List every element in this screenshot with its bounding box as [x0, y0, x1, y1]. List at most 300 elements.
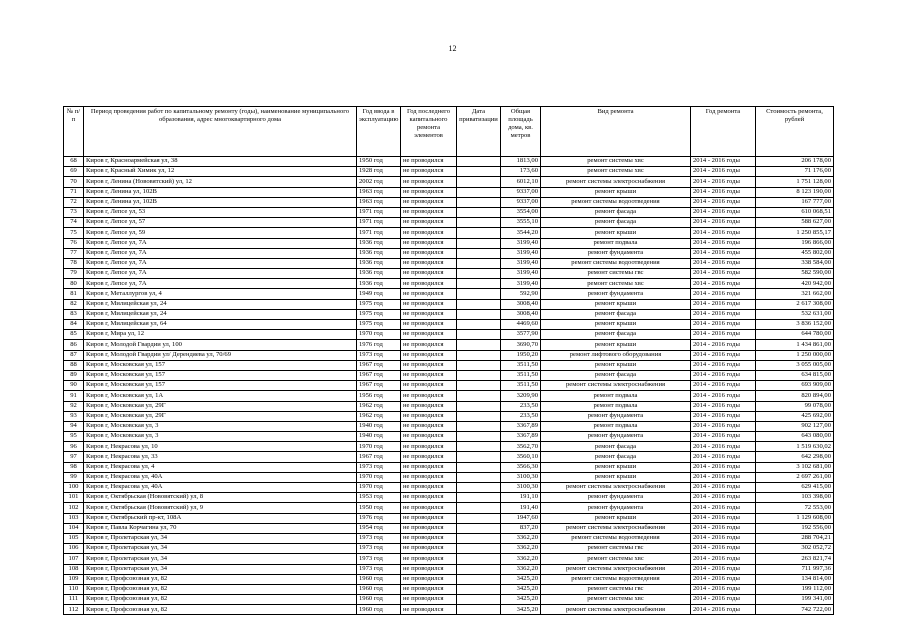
- row-cost: 72 553,00: [756, 503, 834, 513]
- row-address: Киров г, Лепсе ул, 7А: [84, 238, 357, 248]
- row-privatization-date: [457, 432, 501, 442]
- row-address: Киров г, Пролетарская ул, 34: [84, 533, 357, 543]
- row-address: Киров г, Лепсе ул, 7А: [84, 269, 357, 279]
- row-last-repair: не проводился: [401, 584, 457, 594]
- row-address: Киров г, Лепсе ул, 59: [84, 228, 357, 238]
- row-commissioned-year: 1960 год: [357, 595, 401, 605]
- row-last-repair: не проводился: [401, 472, 457, 482]
- row-address: Киров г, Московская ул, 1А: [84, 391, 357, 401]
- row-area: 3562,70: [501, 442, 541, 452]
- row-number: 106: [64, 544, 84, 554]
- row-commissioned-year: 1971 год: [357, 207, 401, 217]
- table-row: [64, 309, 834, 319]
- row-number: 73: [64, 207, 84, 217]
- row-number: 110: [64, 584, 84, 594]
- row-commissioned-year: 1975 год: [357, 309, 401, 319]
- row-address: Киров г, Милицейская ул, 64: [84, 320, 357, 330]
- row-commissioned-year: 1956 год: [357, 391, 401, 401]
- row-commissioned-year: 1962 год: [357, 411, 401, 421]
- row-repair-type: ремонт системы гвс: [541, 544, 691, 554]
- row-last-repair: не проводился: [401, 289, 457, 299]
- table-row: [64, 584, 834, 594]
- row-address: Киров г, Ленина ул, 102В: [84, 197, 357, 207]
- row-last-repair: не проводился: [401, 248, 457, 258]
- row-last-repair: не проводился: [401, 207, 457, 217]
- row-repair-type: ремонт фундамента: [541, 248, 691, 258]
- row-repair-period: 2014 - 2016 годы: [691, 157, 756, 167]
- row-repair-type: ремонт системы хвс: [541, 157, 691, 167]
- row-commissioned-year: 1967 год: [357, 452, 401, 462]
- row-repair-period: 2014 - 2016 годы: [691, 493, 756, 503]
- row-area: 3209,90: [501, 391, 541, 401]
- row-privatization-date: [457, 157, 501, 167]
- row-repair-type: ремонт подвала: [541, 421, 691, 431]
- row-address: Киров г, Некрасова ул, 10: [84, 442, 357, 452]
- row-cost: 103 398,00: [756, 493, 834, 503]
- row-privatization-date: [457, 258, 501, 268]
- row-cost: 2 697 261,00: [756, 472, 834, 482]
- row-area: 3544,20: [501, 228, 541, 238]
- row-repair-type: ремонт подвала: [541, 401, 691, 411]
- table-row: [64, 533, 834, 543]
- row-address: Киров г, Октябрьская (Нововятский) ул, 9: [84, 503, 357, 513]
- row-repair-type: ремонт фасада: [541, 452, 691, 462]
- row-area: 3100,30: [501, 483, 541, 493]
- row-area: 3362,20: [501, 533, 541, 543]
- row-privatization-date: [457, 381, 501, 391]
- header-area: Общая площадь дома, кв. метров: [501, 107, 541, 157]
- row-last-repair: не проводился: [401, 503, 457, 513]
- row-address: Киров г, Московская ул, 157: [84, 381, 357, 391]
- table-row: [64, 401, 834, 411]
- row-cost: 2 617 308,00: [756, 299, 834, 309]
- row-repair-period: 2014 - 2016 годы: [691, 218, 756, 228]
- row-commissioned-year: 1973 год: [357, 554, 401, 564]
- row-repair-type: ремонт фундамента: [541, 289, 691, 299]
- table-row: [64, 564, 834, 574]
- row-number: 89: [64, 370, 84, 380]
- row-repair-period: 2014 - 2016 годы: [691, 462, 756, 472]
- row-commissioned-year: 1967 год: [357, 360, 401, 370]
- table-row: [64, 330, 834, 340]
- row-repair-period: 2014 - 2016 годы: [691, 167, 756, 177]
- row-privatization-date: [457, 360, 501, 370]
- row-cost: 420 942,00: [756, 279, 834, 289]
- row-commissioned-year: 1971 год: [357, 228, 401, 238]
- row-commissioned-year: 1963 год: [357, 187, 401, 197]
- row-address: Киров г, Профсоюзная ул, 82: [84, 595, 357, 605]
- row-repair-type: ремонт системы электроснабжения: [541, 605, 691, 615]
- row-area: 3554,00: [501, 207, 541, 217]
- row-address: Киров г, Ленина ул, 102В: [84, 187, 357, 197]
- table-header: [64, 107, 834, 157]
- table-row: [64, 411, 834, 421]
- row-commissioned-year: 1976 год: [357, 513, 401, 523]
- row-area: 3100,30: [501, 472, 541, 482]
- row-last-repair: не проводился: [401, 299, 457, 309]
- row-commissioned-year: 1973 год: [357, 564, 401, 574]
- row-commissioned-year: 1975 год: [357, 299, 401, 309]
- row-number: 69: [64, 167, 84, 177]
- row-repair-type: ремонт системы водоотведения: [541, 533, 691, 543]
- row-repair-type: ремонт фундамента: [541, 411, 691, 421]
- row-number: 78: [64, 258, 84, 268]
- row-repair-type: ремонт крыши: [541, 187, 691, 197]
- row-repair-period: 2014 - 2016 годы: [691, 584, 756, 594]
- row-area: 3425,20: [501, 595, 541, 605]
- table-row: [64, 360, 834, 370]
- row-area: 4469,60: [501, 320, 541, 330]
- row-area: 3511,50: [501, 381, 541, 391]
- row-repair-type: ремонт системы водоотведения: [541, 197, 691, 207]
- row-area: 173,60: [501, 167, 541, 177]
- row-repair-period: 2014 - 2016 годы: [691, 401, 756, 411]
- row-address: Киров г, Лепсе ул, 7А: [84, 279, 357, 289]
- row-area: 3362,20: [501, 544, 541, 554]
- row-repair-period: 2014 - 2016 годы: [691, 187, 756, 197]
- row-repair-type: ремонт подвала: [541, 391, 691, 401]
- row-privatization-date: [457, 187, 501, 197]
- table-row: [64, 544, 834, 554]
- row-last-repair: не проводился: [401, 595, 457, 605]
- row-last-repair: не проводился: [401, 197, 457, 207]
- row-area: 3367,89: [501, 421, 541, 431]
- row-number: 100: [64, 483, 84, 493]
- table-row: [64, 279, 834, 289]
- row-privatization-date: [457, 207, 501, 217]
- row-repair-period: 2014 - 2016 годы: [691, 289, 756, 299]
- row-repair-type: ремонт фасада: [541, 309, 691, 319]
- row-address: Киров г, Некрасова ул, 40А: [84, 472, 357, 482]
- table-row: [64, 605, 834, 615]
- row-repair-type: ремонт системы хвс: [541, 167, 691, 177]
- row-number: 70: [64, 177, 84, 187]
- row-commissioned-year: 1940 год: [357, 421, 401, 431]
- row-repair-period: 2014 - 2016 годы: [691, 381, 756, 391]
- row-cost: 192 556,00: [756, 523, 834, 533]
- header-address: Период проведения работ по капитальному ремонту (годы), наименование муниципального образования, адрес многоквартирного дома: [84, 107, 357, 157]
- row-area: 3555,10: [501, 218, 541, 228]
- row-commissioned-year: 1940 год: [357, 432, 401, 442]
- row-repair-type: ремонт фундамента: [541, 432, 691, 442]
- row-last-repair: не проводился: [401, 483, 457, 493]
- row-last-repair: не проводился: [401, 574, 457, 584]
- table-row: [64, 320, 834, 330]
- row-last-repair: не проводился: [401, 258, 457, 268]
- row-address: Киров г, Лепсе ул, 7А: [84, 258, 357, 268]
- row-address: Киров г, Металлургов ул, 4: [84, 289, 357, 299]
- row-last-repair: не проводился: [401, 360, 457, 370]
- table-row: [64, 391, 834, 401]
- row-area: 3362,20: [501, 554, 541, 564]
- row-privatization-date: [457, 177, 501, 187]
- row-number: 81: [64, 289, 84, 299]
- row-repair-period: 2014 - 2016 годы: [691, 197, 756, 207]
- row-repair-period: 2014 - 2016 годы: [691, 483, 756, 493]
- row-repair-type: ремонт фундамента: [541, 493, 691, 503]
- row-address: Киров г, Лепсе ул, 57: [84, 218, 357, 228]
- row-privatization-date: [457, 564, 501, 574]
- row-cost: 588 627,00: [756, 218, 834, 228]
- row-last-repair: не проводился: [401, 269, 457, 279]
- row-privatization-date: [457, 452, 501, 462]
- row-address: Киров г, Мира ул, 12: [84, 330, 357, 340]
- row-cost: 1 129 608,00: [756, 513, 834, 523]
- row-number: 83: [64, 309, 84, 319]
- row-privatization-date: [457, 533, 501, 543]
- row-address: Киров г, Некрасова ул, 40А: [84, 483, 357, 493]
- row-area: 3577,90: [501, 330, 541, 340]
- row-address: Киров г, Павла Корчагина ул, 70: [84, 523, 357, 533]
- row-address: Киров г, Профсоюзная ул, 82: [84, 574, 357, 584]
- row-number: 104: [64, 523, 84, 533]
- row-privatization-date: [457, 544, 501, 554]
- row-privatization-date: [457, 523, 501, 533]
- row-repair-period: 2014 - 2016 годы: [691, 370, 756, 380]
- row-cost: 425 692,00: [756, 411, 834, 421]
- row-cost: 644 780,00: [756, 330, 834, 340]
- row-repair-period: 2014 - 2016 годы: [691, 533, 756, 543]
- table-row: [64, 299, 834, 309]
- row-area: 3362,20: [501, 564, 541, 574]
- row-last-repair: не проводился: [401, 157, 457, 167]
- row-repair-period: 2014 - 2016 годы: [691, 228, 756, 238]
- row-number: 79: [64, 269, 84, 279]
- row-privatization-date: [457, 370, 501, 380]
- row-privatization-date: [457, 401, 501, 411]
- row-address: Киров г, Профсоюзная ул, 82: [84, 605, 357, 615]
- row-last-repair: не проводился: [401, 452, 457, 462]
- row-last-repair: не проводился: [401, 370, 457, 380]
- table-row: [64, 554, 834, 564]
- row-repair-type: ремонт системы электроснабжения: [541, 483, 691, 493]
- row-privatization-date: [457, 493, 501, 503]
- row-repair-period: 2014 - 2016 годы: [691, 472, 756, 482]
- header-repair-type: Вид ремонта: [541, 107, 691, 157]
- row-repair-type: ремонт лифтового оборудования: [541, 350, 691, 360]
- row-number: 107: [64, 554, 84, 564]
- row-cost: 1 751 128,00: [756, 177, 834, 187]
- row-last-repair: не проводился: [401, 411, 457, 421]
- table-row: [64, 238, 834, 248]
- row-area: 3425,20: [501, 574, 541, 584]
- table-row: [64, 523, 834, 533]
- row-repair-type: ремонт крыши: [541, 228, 691, 238]
- row-address: Киров г, Красноармейская ул, 38: [84, 157, 357, 167]
- row-repair-type: ремонт крыши: [541, 462, 691, 472]
- row-last-repair: не проводился: [401, 493, 457, 503]
- row-cost: 1 519 630,02: [756, 442, 834, 452]
- row-repair-period: 2014 - 2016 годы: [691, 574, 756, 584]
- row-repair-period: 2014 - 2016 годы: [691, 350, 756, 360]
- row-number: 95: [64, 432, 84, 442]
- row-last-repair: не проводился: [401, 421, 457, 431]
- row-number: 108: [64, 564, 84, 574]
- row-last-repair: не проводился: [401, 462, 457, 472]
- row-commissioned-year: 1936 год: [357, 238, 401, 248]
- row-number: 86: [64, 340, 84, 350]
- row-repair-period: 2014 - 2016 годы: [691, 595, 756, 605]
- row-number: 111: [64, 595, 84, 605]
- row-repair-period: 2014 - 2016 годы: [691, 320, 756, 330]
- row-address: Киров г, Пролетарская ул, 34: [84, 544, 357, 554]
- row-last-repair: не проводился: [401, 340, 457, 350]
- row-cost: 321 662,00: [756, 289, 834, 299]
- row-cost: 196 866,00: [756, 238, 834, 248]
- row-area: 3425,20: [501, 584, 541, 594]
- row-area: 3690,70: [501, 340, 541, 350]
- row-number: 97: [64, 452, 84, 462]
- row-commissioned-year: 1973 год: [357, 462, 401, 472]
- row-privatization-date: [457, 289, 501, 299]
- row-cost: 642 298,00: [756, 452, 834, 462]
- table-row: [64, 442, 834, 452]
- row-area: 592,90: [501, 289, 541, 299]
- row-number: 68: [64, 157, 84, 167]
- table-body: [64, 157, 834, 615]
- table-row: [64, 350, 834, 360]
- row-address: Киров г, Молодой Гвардии ул/ Дерендяева ул, 70/69: [84, 350, 357, 360]
- row-cost: 610 068,51: [756, 207, 834, 217]
- row-repair-type: ремонт фасада: [541, 207, 691, 217]
- row-last-repair: не проводился: [401, 320, 457, 330]
- row-address: Киров г, Московская ул, 29Г: [84, 401, 357, 411]
- row-commissioned-year: 1963 год: [357, 197, 401, 207]
- row-repair-type: ремонт крыши: [541, 513, 691, 523]
- row-commissioned-year: 1928 год: [357, 167, 401, 177]
- row-area: 3199,40: [501, 238, 541, 248]
- row-commissioned-year: 1970 год: [357, 330, 401, 340]
- row-area: 6012,10: [501, 177, 541, 187]
- row-commissioned-year: 1960 год: [357, 574, 401, 584]
- row-number: 71: [64, 187, 84, 197]
- row-area: 3511,50: [501, 370, 541, 380]
- row-commissioned-year: 1970 год: [357, 472, 401, 482]
- row-address: Киров г, Октябрьский пр-кт, 108А: [84, 513, 357, 523]
- row-cost: 1 434 861,00: [756, 340, 834, 350]
- table-row: [64, 503, 834, 513]
- row-number: 109: [64, 574, 84, 584]
- row-address: Киров г, Лепсе ул, 53: [84, 207, 357, 217]
- row-repair-type: ремонт крыши: [541, 299, 691, 309]
- row-cost: 3 102 681,00: [756, 462, 834, 472]
- row-address: Киров г, Пролетарская ул, 34: [84, 554, 357, 564]
- row-commissioned-year: 1949 год: [357, 289, 401, 299]
- row-repair-period: 2014 - 2016 годы: [691, 605, 756, 615]
- row-cost: 582 590,00: [756, 269, 834, 279]
- header-cost: Стоимость ремонта, рублей: [756, 107, 834, 157]
- row-number: 77: [64, 248, 84, 258]
- row-number: 96: [64, 442, 84, 452]
- row-repair-period: 2014 - 2016 годы: [691, 564, 756, 574]
- row-repair-period: 2014 - 2016 годы: [691, 309, 756, 319]
- row-cost: 99 078,00: [756, 401, 834, 411]
- row-privatization-date: [457, 279, 501, 289]
- row-cost: 199 112,00: [756, 584, 834, 594]
- row-cost: 742 722,00: [756, 605, 834, 615]
- row-address: Киров г, Московская ул, 3: [84, 432, 357, 442]
- table-row: [64, 228, 834, 238]
- row-number: 75: [64, 228, 84, 238]
- row-commissioned-year: 1936 год: [357, 269, 401, 279]
- header-last-repair: Год последнего капитального ремонта элементов: [401, 107, 457, 157]
- row-privatization-date: [457, 584, 501, 594]
- row-commissioned-year: 1967 год: [357, 370, 401, 380]
- row-cost: 3 836 152,00: [756, 320, 834, 330]
- row-number: 90: [64, 381, 84, 391]
- row-cost: 634 815,00: [756, 370, 834, 380]
- row-cost: 206 178,00: [756, 157, 834, 167]
- row-repair-type: ремонт системы электроснабжения: [541, 177, 691, 187]
- row-commissioned-year: 1976 год: [357, 340, 401, 350]
- row-number: 87: [64, 350, 84, 360]
- row-number: 88: [64, 360, 84, 370]
- table-row: [64, 483, 834, 493]
- row-cost: 643 080,00: [756, 432, 834, 442]
- row-repair-period: 2014 - 2016 годы: [691, 177, 756, 187]
- table-row: [64, 370, 834, 380]
- row-repair-period: 2014 - 2016 годы: [691, 269, 756, 279]
- row-area: 3566,30: [501, 462, 541, 472]
- row-last-repair: не проводился: [401, 432, 457, 442]
- row-cost: 3 055 005,00: [756, 360, 834, 370]
- table-row: [64, 493, 834, 503]
- row-commissioned-year: 1973 год: [357, 350, 401, 360]
- row-area: 837,20: [501, 523, 541, 533]
- row-area: 3367,89: [501, 432, 541, 442]
- row-privatization-date: [457, 299, 501, 309]
- row-last-repair: не проводился: [401, 350, 457, 360]
- row-number: 74: [64, 218, 84, 228]
- row-repair-type: ремонт системы хвс: [541, 554, 691, 564]
- table-row: [64, 269, 834, 279]
- row-number: 76: [64, 238, 84, 248]
- row-last-repair: не проводился: [401, 533, 457, 543]
- row-privatization-date: [457, 238, 501, 248]
- table-row: [64, 157, 834, 167]
- row-repair-period: 2014 - 2016 годы: [691, 411, 756, 421]
- row-area: 191,40: [501, 503, 541, 513]
- row-address: Киров г, Профсоюзная ул, 82: [84, 584, 357, 594]
- row-commissioned-year: 1936 год: [357, 248, 401, 258]
- row-repair-type: ремонт подвала: [541, 238, 691, 248]
- row-privatization-date: [457, 503, 501, 513]
- row-number: 98: [64, 462, 84, 472]
- row-cost: 455 802,00: [756, 248, 834, 258]
- row-privatization-date: [457, 472, 501, 482]
- table-row: [64, 187, 834, 197]
- row-area: 3008,40: [501, 299, 541, 309]
- row-area: 1950,20: [501, 350, 541, 360]
- row-privatization-date: [457, 554, 501, 564]
- header-commissioned: Год ввода в эксплуатацию: [357, 107, 401, 157]
- row-repair-type: ремонт крыши: [541, 360, 691, 370]
- row-repair-period: 2014 - 2016 годы: [691, 432, 756, 442]
- row-repair-period: 2014 - 2016 годы: [691, 360, 756, 370]
- row-area: 191,10: [501, 493, 541, 503]
- row-last-repair: не проводился: [401, 544, 457, 554]
- table-row: [64, 248, 834, 258]
- header-privatization: Дата приватизации: [457, 107, 501, 157]
- row-privatization-date: [457, 330, 501, 340]
- row-number: 99: [64, 472, 84, 482]
- row-cost: 134 814,00: [756, 574, 834, 584]
- row-cost: 629 415,00: [756, 483, 834, 493]
- row-address: Киров г, Московская ул, 157: [84, 370, 357, 380]
- row-number: 91: [64, 391, 84, 401]
- row-last-repair: не проводился: [401, 228, 457, 238]
- row-privatization-date: [457, 269, 501, 279]
